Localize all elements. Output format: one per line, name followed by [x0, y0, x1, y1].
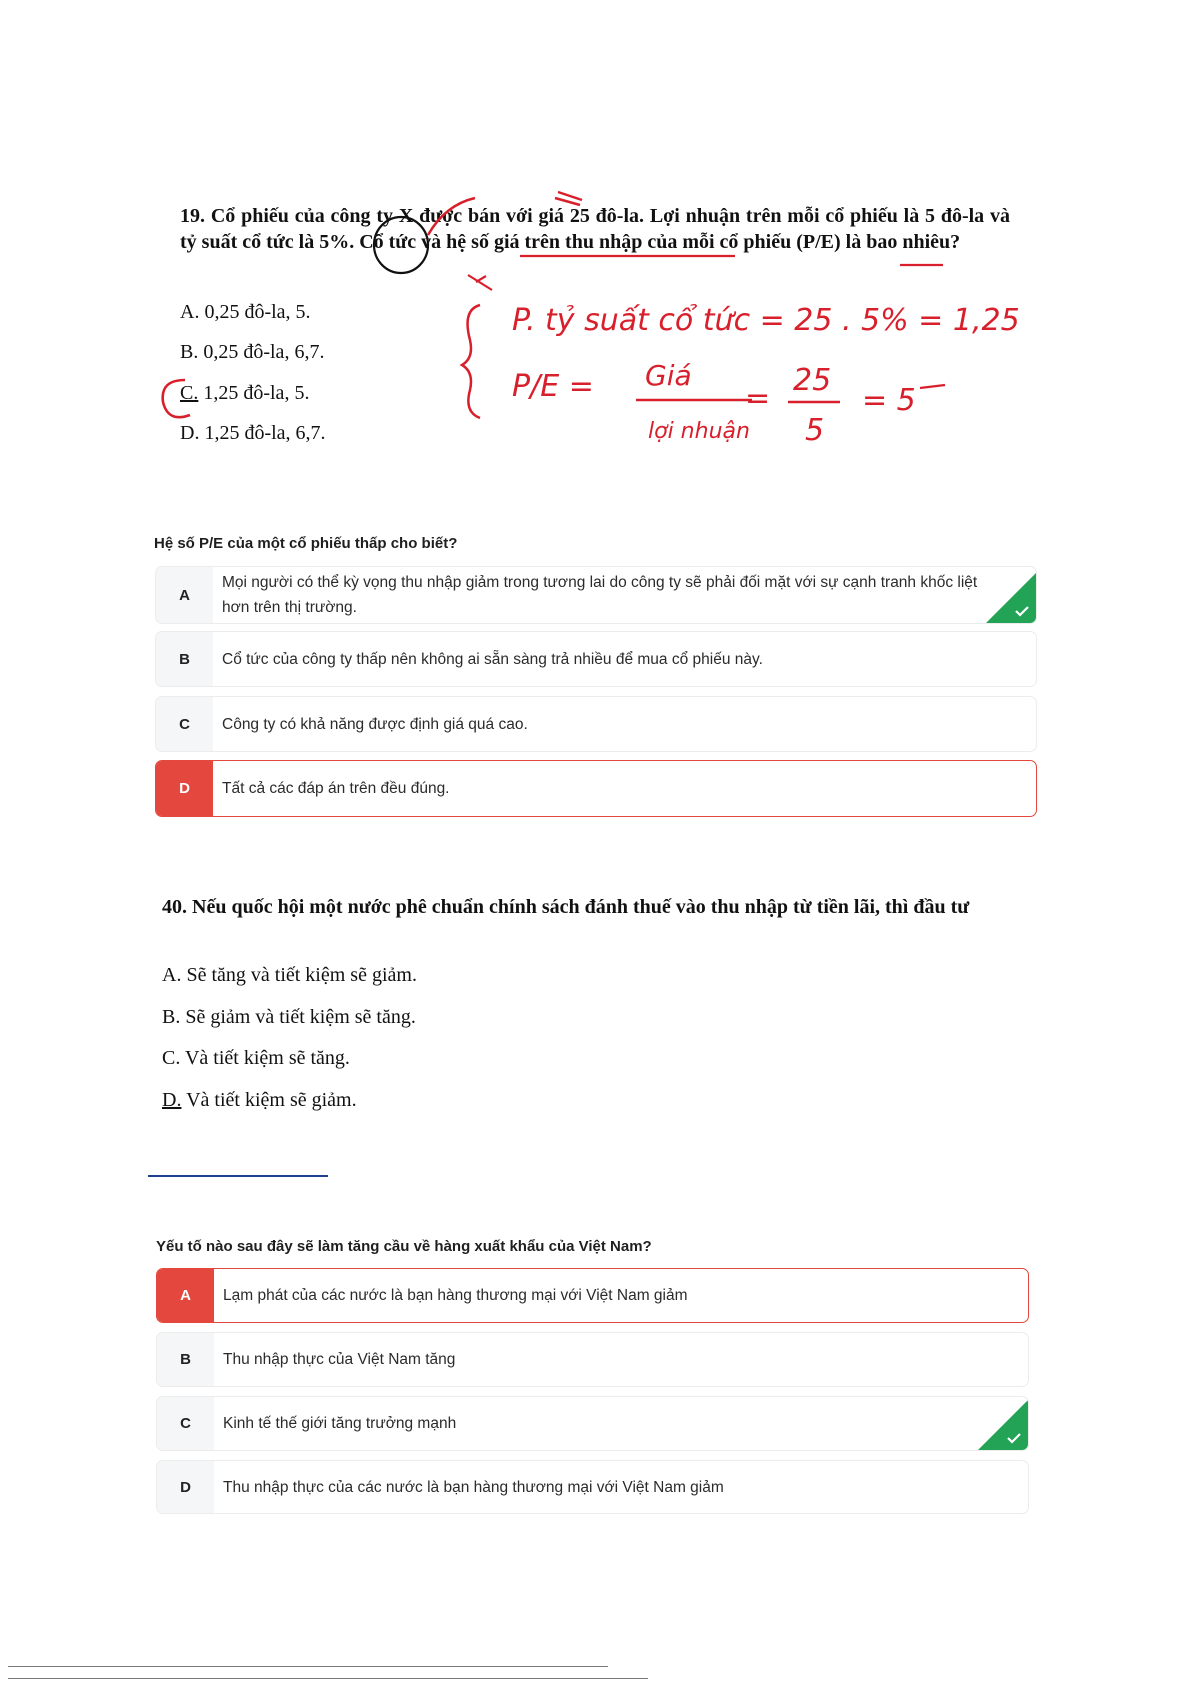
option-letter: C: [156, 697, 213, 751]
option-letter: A: [156, 567, 213, 623]
q40-option-a: A. Sẽ tăng và tiết kiệm sẽ giảm.: [162, 964, 417, 986]
q19-option-c: C. 1,25 đô-la, 5.: [180, 382, 310, 404]
option-letter: B: [157, 1333, 214, 1386]
option-text: Lạm phát của các nước là bạn hàng thương mại với Việt Nam giảm: [223, 1287, 688, 1304]
ink-denominator-profit: lợi nhuận: [648, 419, 750, 444]
footer-line: [8, 1678, 648, 1679]
q19-option-a: A. 0,25 đô-la, 5.: [180, 301, 311, 323]
correct-check-icon: [986, 573, 1036, 623]
option-letter: B: [156, 632, 213, 686]
quiz-1-option-b[interactable]: [155, 631, 1037, 687]
quiz-1-title: Hệ số P/E của một cổ phiếu thấp cho biết?: [154, 535, 458, 552]
ink-arrow: [468, 275, 492, 290]
quiz-2-title: Yếu tố nào sau đây sẽ làm tăng cầu về hàng xuất khẩu của Việt Nam?: [156, 1238, 652, 1255]
correct-check-icon: [978, 1400, 1028, 1450]
q19-option-d: D. 1,25 đô-la, 6,7.: [180, 422, 326, 444]
option-text: Mọi người có thể kỳ vọng thu nhập giảm trong tương lai do công ty sẽ phải đối mặt với sự cạnh tranh khốc liệt hơn trên thị trường.: [222, 574, 978, 616]
option-text: Thu nhập thực của Việt Nam tăng: [223, 1351, 456, 1368]
option-text: Công ty có khả năng được định giá quá cao.: [222, 715, 528, 733]
option-letter: D: [156, 761, 213, 816]
question-40: [162, 894, 1010, 1111]
option-text: Thu nhập thực của các nước là bạn hàng thương mại với Việt Nam giảm: [223, 1478, 724, 1496]
ink-brace: [462, 305, 480, 418]
ink-numerator-25: 25: [793, 363, 832, 398]
question-19-text: 19. Cổ phiếu của công ty X được bán với giá 25 đô-la. Lợi nhuận trên mỗi cổ phiếu là 5 đô-la và tỷ suất cổ tức là 5%. Cổ tức và hệ số giá trên thu nhập của mỗi cổ phiếu (P/E) là bao nhiêu?: [180, 205, 1010, 253]
quiz-1-option-c[interactable]: [155, 696, 1037, 752]
option-text: Tất cả các đáp án trên đều đúng.: [222, 780, 450, 797]
ink-pe-label: P/E =: [512, 369, 594, 404]
option-letter: D: [157, 1461, 214, 1513]
option-text: Cổ tức của công ty thấp nên không ai sẵn sàng trả nhiều để mua cổ phiếu này.: [222, 650, 763, 668]
quiz-2-option-c[interactable]: [156, 1396, 1029, 1451]
ink-numerator-price: Giá: [645, 359, 692, 392]
question-40-text: 40. Nếu quốc hội một nước phê chuẩn chính sách đánh thuế vào thu nhập từ tiền lãi, thì đầu tư: [162, 896, 970, 918]
quiz-1-option-a[interactable]: [155, 566, 1037, 624]
option-text: Kinh tế thế giới tăng trưởng mạnh: [223, 1415, 457, 1432]
quiz-2-option-d[interactable]: [156, 1460, 1029, 1514]
q19-option-b: B. 0,25 đô-la, 6,7.: [180, 341, 325, 363]
ink-stroke: [920, 385, 945, 388]
quiz-1-option-d[interactable]: [155, 760, 1037, 817]
section-divider: [148, 1175, 328, 1177]
ink-formula-dividend: P. tỷ suất cổ tức = 25 . 5% = 1,25: [512, 303, 1020, 338]
q40-option-b: B. Sẽ giảm và tiết kiệm sẽ tăng.: [162, 1006, 416, 1028]
q40-option-c: C. Và tiết kiệm sẽ tăng.: [162, 1047, 350, 1069]
ink-result: = 5: [862, 383, 916, 418]
ink-denominator-5: 5: [805, 413, 825, 448]
quiz-2-option-b[interactable]: [156, 1332, 1029, 1387]
ink-equals: =: [745, 381, 771, 416]
footer-line: [8, 1666, 608, 1667]
quiz-2-option-a[interactable]: [156, 1268, 1029, 1323]
option-letter: C: [157, 1397, 214, 1450]
q40-option-d: D. Và tiết kiệm sẽ giảm.: [162, 1089, 357, 1111]
option-letter: A: [157, 1269, 214, 1322]
